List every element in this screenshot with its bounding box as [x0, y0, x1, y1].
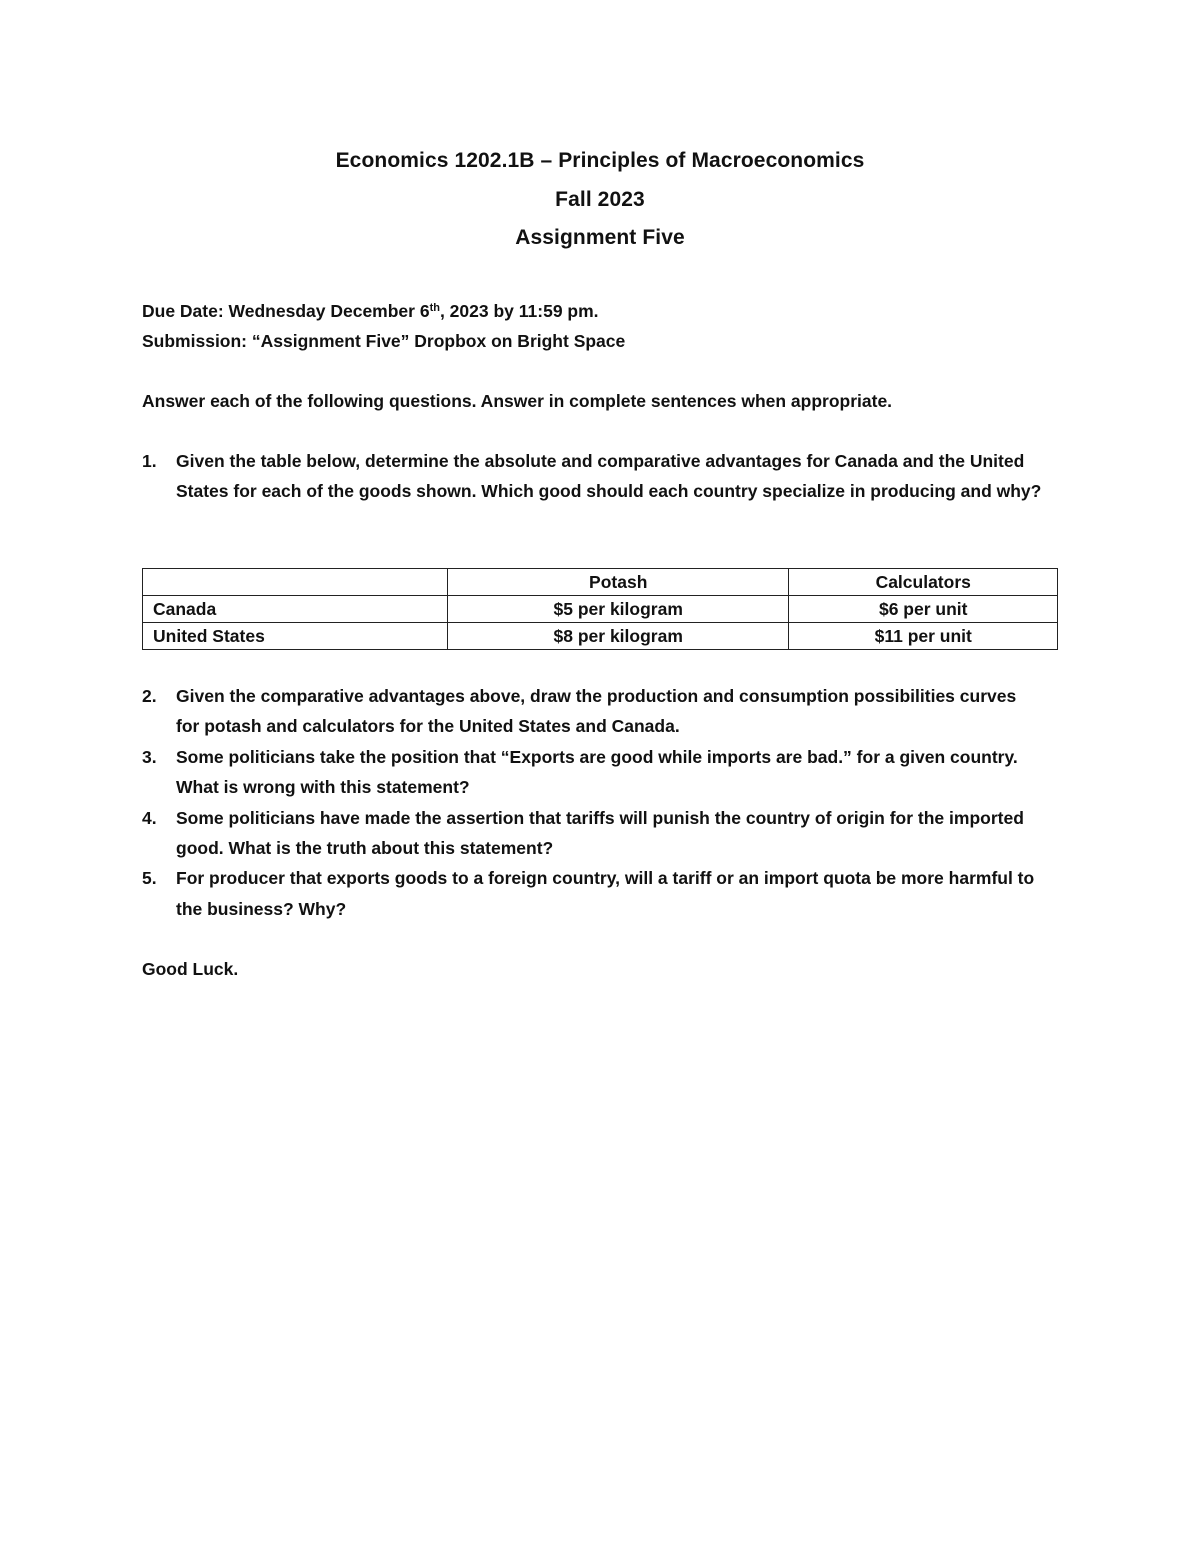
due-date-line	[142, 296, 1082, 326]
question-text: For producer that exports goods to a foreign country, will a tariff or an import quota be more harmful to the business? Why?	[176, 868, 1035, 919]
question-number: 2.	[142, 686, 157, 706]
due-date-suffix: , 2023 by 11:59 pm.	[439, 301, 599, 321]
table-row	[143, 623, 1058, 650]
course-title: Economics 1202.1B – Principles of Macroeconomics	[335, 149, 865, 172]
term-title: Fall 2023	[555, 187, 645, 211]
question-text: Given the comparative advantages above, draw the production and consumption possibilities curves for potash and calculators for the United States and Canada.	[176, 686, 1017, 737]
table-cell: United States	[143, 623, 448, 650]
table-cell: Canada	[143, 596, 448, 623]
table-cell: $6 per unit	[789, 596, 1058, 623]
question-item	[142, 863, 1042, 924]
assignment-title: Assignment Five	[515, 226, 685, 249]
due-date-prefix: Due Date: Wednesday December 6	[142, 301, 430, 321]
question-item	[142, 681, 1042, 742]
table-row	[143, 596, 1058, 623]
table-cell: $5 per kilogram	[448, 596, 789, 623]
price-table	[142, 568, 1058, 650]
closing-remark: Good Luck.	[142, 959, 239, 979]
question-list-part-2	[142, 681, 1042, 924]
question-item	[142, 742, 1042, 803]
question-number: 5.	[142, 868, 157, 889]
question-text: Given the table below, determine the absolute and comparative advantages for Canada and the United States for each of the goods shown. Which good should each country specialize in producing and why?	[176, 451, 1042, 502]
question-item	[142, 803, 1042, 864]
assignment-meta	[142, 296, 1082, 356]
due-date-superscript: th	[429, 302, 440, 314]
question-number: 1.	[142, 451, 157, 471]
table-cell: $8 per kilogram	[448, 623, 789, 650]
question-item	[142, 446, 1042, 507]
submission-line: Submission: “Assignment Five” Dropbox on Bright Space	[142, 331, 626, 351]
instructions: Answer each of the following questions. Answer in complete sentences when appropriate.	[142, 391, 893, 411]
table-cell: $11 per unit	[789, 623, 1058, 650]
title-block	[0, 142, 1200, 258]
table-header-row	[143, 569, 1058, 596]
question-number: 4.	[142, 807, 157, 828]
table-header-cell	[143, 569, 448, 596]
question-number: 3.	[142, 746, 157, 767]
table-header-cell: Potash	[448, 569, 789, 596]
question-text: Some politicians have made the assertion that tariffs will punish the country of origin for the imported good. What is the truth about this statement?	[176, 807, 1024, 859]
table-header-cell: Calculators	[789, 569, 1058, 596]
question-list-part-1	[142, 446, 1042, 507]
question-text: Some politicians take the position that “Exports are good while imports are bad.” for a given country. What is wrong with this statement?	[176, 746, 1018, 798]
